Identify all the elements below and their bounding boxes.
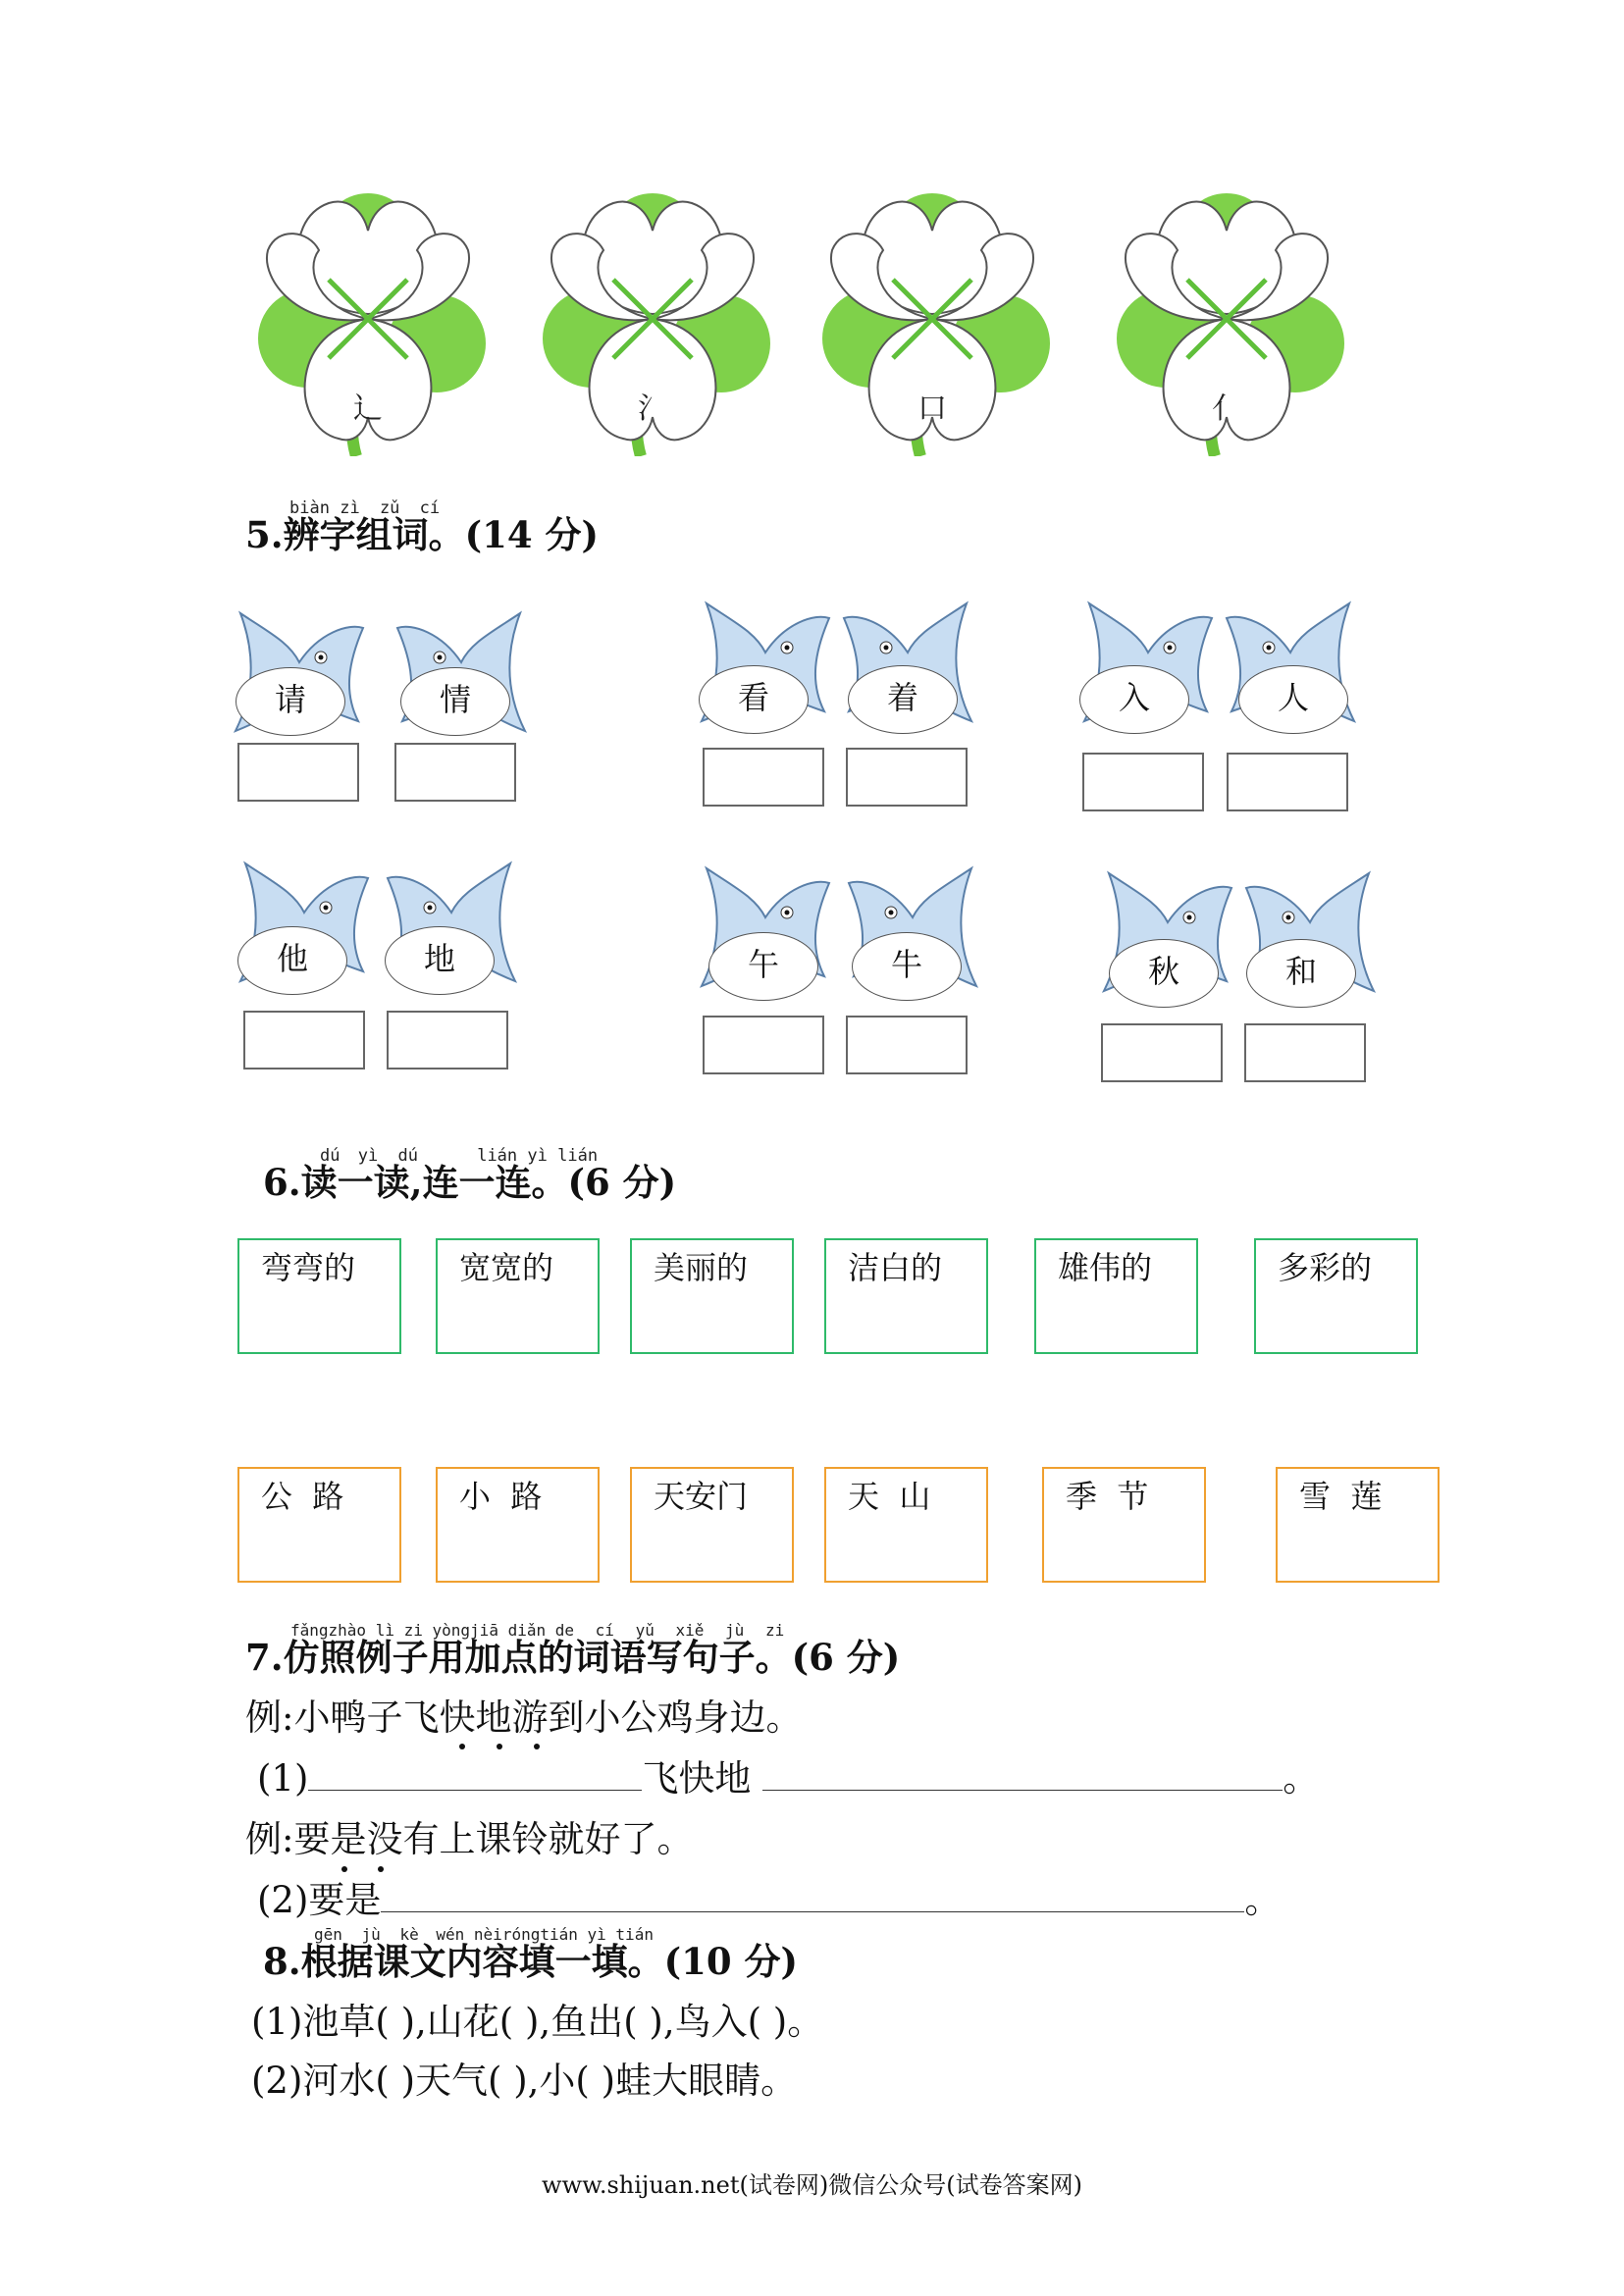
char-oval: 牛	[852, 932, 962, 1001]
char-oval: 情	[400, 667, 510, 736]
clover-char: 辶	[353, 391, 383, 426]
match-bottom-2[interactable]: 小 路	[436, 1467, 600, 1583]
clover-char: 亻	[1212, 391, 1241, 426]
answer-box[interactable]	[703, 1016, 824, 1074]
match-bottom-1[interactable]: 公 路	[237, 1467, 401, 1583]
emphasis-dot	[378, 1866, 384, 1872]
match-bottom-5[interactable]: 季 节	[1042, 1467, 1206, 1583]
match-top-3[interactable]: 美丽的	[630, 1238, 794, 1354]
char-oval: 看	[699, 665, 809, 734]
match-top-6[interactable]: 多彩的	[1254, 1238, 1418, 1354]
q6-pinyin: dú yì dú lián yì lián	[320, 1146, 599, 1166]
clover-4	[1109, 182, 1344, 456]
char-oval: 秋	[1109, 939, 1219, 1008]
answer-box[interactable]	[387, 1011, 508, 1070]
answer-blank[interactable]	[381, 1878, 1244, 1912]
answer-box[interactable]	[1101, 1023, 1223, 1082]
q5-title: 5.辨字组词。(14 分)	[245, 513, 600, 556]
q7-title: 7.仿照例子用加点的词语写句子。(6 分)	[245, 1636, 901, 1679]
emphasis-dot	[341, 1866, 347, 1872]
q7-example2: 例:要是没有上课铃就好了。	[245, 1818, 694, 1860]
match-bottom-3[interactable]: 天安门	[630, 1467, 794, 1583]
answer-box[interactable]	[394, 743, 516, 802]
match-top-1[interactable]: 弯弯的	[237, 1238, 401, 1354]
q5-pinyin: biàn zì zǔ cí	[289, 498, 441, 518]
answer-box[interactable]	[846, 748, 968, 807]
answer-box[interactable]	[1082, 753, 1204, 811]
char-oval: 人	[1238, 665, 1348, 734]
clover-1	[250, 182, 486, 456]
match-top-2[interactable]: 宽宽的	[436, 1238, 600, 1354]
answer-box[interactable]	[237, 743, 359, 802]
match-bottom-4[interactable]: 天 山	[824, 1467, 988, 1583]
char-oval: 和	[1246, 939, 1356, 1008]
answer-blank[interactable]	[308, 1756, 642, 1791]
clover-2	[535, 182, 770, 456]
q7-item2: (2)要是 。	[257, 1879, 1282, 1921]
clover-3	[814, 182, 1050, 456]
q7-pinyin: fǎngzhào lì zi yòngjiā diǎn de cí yǔ xiě jù zi	[290, 1621, 785, 1640]
emphasis-dot	[534, 1744, 540, 1749]
match-top-5[interactable]: 雄伟的	[1034, 1238, 1198, 1354]
q8-pinyin: gēn jù kè wén nèiróngtián yì tián	[314, 1925, 654, 1944]
answer-box[interactable]	[703, 748, 824, 807]
char-oval: 他	[237, 926, 347, 995]
clover-char: 氵	[638, 391, 667, 426]
clover-char: 口	[917, 391, 947, 426]
char-oval: 着	[848, 665, 958, 734]
match-top-4[interactable]: 洁白的	[824, 1238, 988, 1354]
emphasis-dot	[459, 1744, 465, 1749]
char-oval: 午	[708, 932, 818, 1001]
q8-line2: (2)河水( )天气( ),小( )蛙大眼睛。	[251, 2060, 798, 2102]
answer-box[interactable]	[846, 1016, 968, 1074]
emphasis-dot	[497, 1744, 502, 1749]
q8-line1: (1)池草( ),山花( ),鱼出( ),鸟入( )。	[251, 2001, 824, 2043]
answer-box[interactable]	[1227, 753, 1348, 811]
q7-example1: 例:小鸭子飞快地游到小公鸡身边。	[245, 1696, 803, 1739]
footer-source: www.shijuan.net(试卷网)微信公众号(试卷答案网)	[542, 2171, 1082, 2199]
answer-blank[interactable]	[762, 1756, 1283, 1791]
match-bottom-6[interactable]: 雪 莲	[1276, 1467, 1440, 1583]
q8-title: 8.根据课文内容填一填。(10 分)	[263, 1940, 799, 1983]
char-oval: 入	[1079, 665, 1189, 734]
q6-title: 6.读一读,连一连。(6 分)	[263, 1161, 677, 1204]
answer-box[interactable]	[1244, 1023, 1366, 1082]
answer-box[interactable]	[243, 1011, 365, 1070]
q7-item1: (1) 飞快地 。	[257, 1757, 1320, 1800]
char-oval: 地	[385, 926, 495, 995]
char-oval: 请	[236, 667, 345, 736]
